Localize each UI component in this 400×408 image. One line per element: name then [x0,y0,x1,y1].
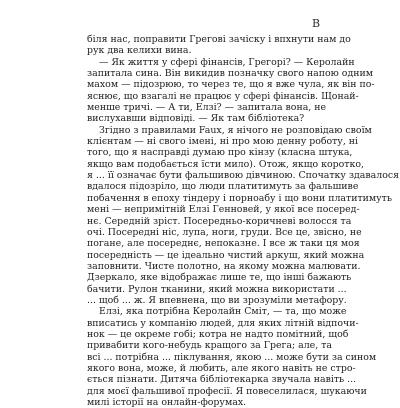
text-line: побачення в епоху тіндеру і порноабу і що вони платитимуть [87,192,392,204]
text-line: бачити. Рулон тканини, який можна використати ... [87,283,347,295]
text-line: заповнити. Чисте полотно, на якому можна малювати. [87,260,361,272]
text-line: Згідно з правилами Faux, я нічого не розповідаю своїм [99,124,372,136]
text-line: того, що я насправді думаю про кінзу (класна штука, [87,147,353,159]
text-line: очі. Посередні ніс, лупа, ноги, груди. Все це, звісно, не [87,226,362,238]
text-line: махом — підозрюю, то через те, що я вже чула, як він по- [87,79,375,91]
text-line: мені — непримітній Елзі Генновей, у якої все посеред- [87,204,360,216]
text-line: ... щоб ... ж. Я впевнена, що ви зрозуміли метафору. [87,294,347,306]
text-line: якщо вам подобається їсти мило). Отож, якщо коротко, [87,158,364,170]
text-line: для моєї фальшивої професії. Я повеселилася, шукаючи [87,385,367,397]
text-line: Елзі, яка потрібна Керолайн Сміт, — та, що може [99,306,347,318]
body-text [87,34,400,408]
text-line: біля нас, поправити Грегові зачіску і впхнути нам до [87,34,351,45]
text-line: я ... її означає бути фальшивою дівчиною. Спочатку здавалося [87,170,400,182]
text-line: запитала сина. Він викидив позначку свого напою одним [87,68,374,80]
text-line: погане, але посереднє, непоказне. І все ж таки ця моя [87,238,360,250]
text-line: привабити кого-небудь кращого за Грега; але, та [87,340,332,352]
text-line: посередність — це ідеально чистий аркуш, який можна [87,249,365,261]
page-number: В [312,17,321,30]
text-line: нок — це окреме гобі; котра не надто помітний, щоб [87,328,349,340]
text-line: клієнтам — ні свого імені, ні про мою денну роботу, ні [87,136,359,148]
text-line: менше тричі. — А ти, Елзі? — запитала вона, не [87,102,327,114]
text-line: милі історії на онлайн-форумах. [87,397,247,408]
text-line: всі ... потрібна ... піклування, якою ... може бути за сином [87,351,377,363]
text-line: вдалося підозріло, що люди платитимуть за фальшиве [87,181,359,193]
text-line: вписатись у компанію людей, для яких літній відпочи- [87,317,359,329]
text-line: Дзеркало, яке відображає лише те, що інші бажають [87,272,352,284]
text-line: рук два келихи вина. [87,45,192,57]
text-line: яснює, що взагалі не працює у сфері фінансів. Щонай- [87,90,359,102]
text-line: нє. Середній зріст. Посередньо-коричневі волосся та [87,215,352,227]
text-line: ється пізнати. Дитяча бібліотекарка звучала навіть ... [87,374,357,386]
text-line: якого вона, може, й любить, але якого навіть не стро- [87,362,356,374]
text-line: — Як життя у сфері фінансів, Грегорі? — Керолайн [99,56,355,68]
text-line: вислухавши відповіді. — Як там бібліотека? [87,113,305,125]
